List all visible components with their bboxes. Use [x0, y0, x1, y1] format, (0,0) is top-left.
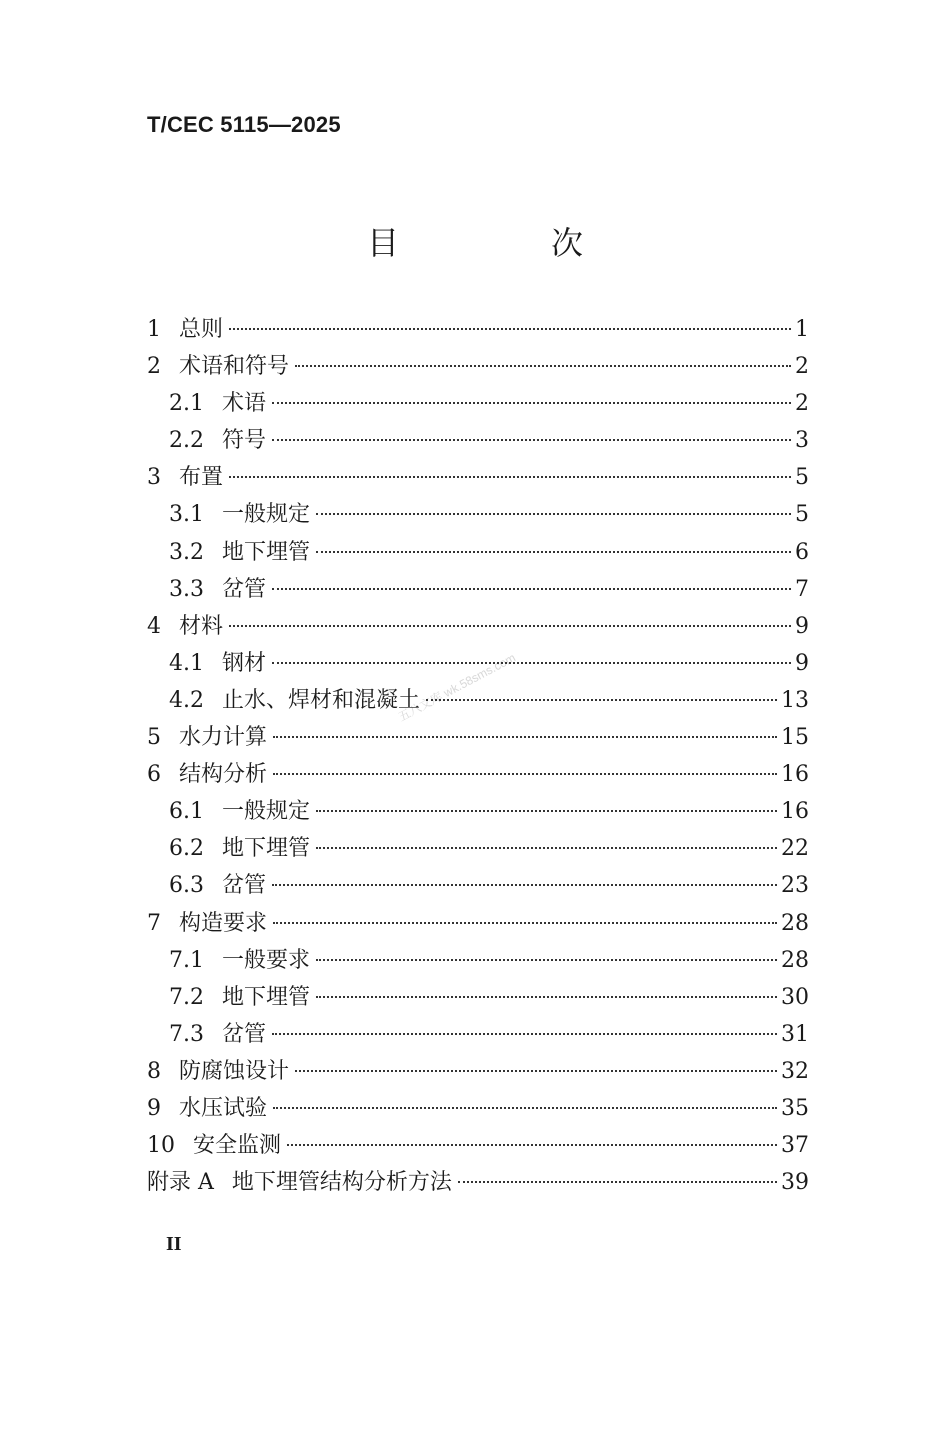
toc-entry[interactable] [147, 496, 809, 533]
toc-entry-title: 布置 [179, 465, 224, 491]
toc-dot-leader [316, 551, 791, 553]
toc-entry-number: 6.3 [169, 873, 204, 899]
toc-entry-page: 2 [795, 354, 809, 380]
toc-entry-page: 7 [795, 576, 809, 602]
toc-entry-page: 3 [795, 428, 809, 454]
toc-dot-leader [273, 736, 777, 738]
toc-entry-number: 1 [147, 317, 161, 342]
toc-entry-page: 37 [781, 1133, 809, 1159]
toc-entry-number: 6.2 [169, 836, 204, 862]
toc-entry-number: 4.1 [169, 650, 204, 676]
toc-dot-leader [272, 1033, 777, 1035]
toc-entry-title: 地下埋管 [222, 836, 311, 862]
toc-entry[interactable] [147, 608, 809, 645]
toc-entry[interactable] [147, 422, 809, 459]
toc-entry-number: 2.1 [169, 391, 204, 417]
toc-entry-title: 符号 [222, 428, 267, 454]
toc-entry[interactable] [147, 645, 809, 682]
table-of-contents [147, 311, 809, 1201]
toc-entry-title: 术语和符号 [179, 354, 290, 380]
toc-dot-leader [316, 959, 777, 961]
toc-dot-leader [273, 1107, 777, 1109]
toc-entry-number: 2 [147, 354, 161, 380]
toc-entry-title: 岔管 [222, 873, 267, 899]
toc-dot-leader [426, 699, 777, 701]
toc-entry-title: 岔管 [222, 1021, 267, 1047]
toc-entry-number: 9 [147, 1095, 161, 1121]
toc-entry[interactable] [147, 1016, 809, 1053]
toc-dot-leader [272, 884, 777, 886]
toc-entry[interactable] [147, 756, 809, 793]
toc-entry-number: 3.1 [169, 502, 204, 528]
toc-entry-number: 2.2 [169, 428, 204, 454]
toc-entry[interactable] [147, 1164, 809, 1201]
toc-entry[interactable] [147, 571, 809, 608]
toc-entry-number: 4.2 [169, 687, 204, 713]
toc-entry-page: 9 [795, 613, 809, 639]
toc-entry[interactable] [147, 1127, 809, 1164]
toc-entry[interactable] [147, 979, 809, 1016]
toc-entry[interactable] [147, 1053, 809, 1090]
toc-dot-leader [272, 662, 791, 664]
toc-entry[interactable] [147, 830, 809, 867]
toc-entry-number: 8 [147, 1058, 161, 1084]
toc-entry-page: 22 [781, 836, 809, 862]
toc-entry[interactable] [147, 867, 809, 904]
toc-entry-number: 3.2 [169, 539, 204, 565]
toc-entry-number: 3.3 [169, 576, 204, 602]
toc-entry-title: 水压试验 [179, 1095, 268, 1121]
toc-entry-number: 5 [147, 725, 161, 751]
toc-entry-page: 5 [795, 502, 809, 528]
toc-entry-number: 7.3 [169, 1021, 204, 1047]
toc-entry-number: 6 [147, 762, 161, 788]
toc-dot-leader [316, 847, 777, 849]
toc-entry-page: 39 [781, 1170, 809, 1196]
toc-entry-title: 地下埋管结构分析方法 [231, 1170, 452, 1196]
toc-dot-leader [316, 513, 791, 515]
toc-entry[interactable] [147, 348, 809, 385]
toc-entry-title: 术语 [222, 391, 267, 417]
toc-entry-number: 3 [147, 465, 161, 491]
page-number: II [166, 1233, 182, 1255]
toc-entry-page: 28 [781, 947, 809, 973]
toc-dot-leader [458, 1181, 777, 1183]
standard-code: T/CEC 5115—2025 [147, 112, 341, 137]
toc-entry-page: 16 [781, 799, 809, 825]
toc-entry-title: 一般规定 [222, 502, 311, 528]
toc-entry-page: 6 [795, 539, 809, 565]
toc-dot-leader [316, 996, 777, 998]
toc-entry-title: 水力计算 [179, 725, 268, 751]
toc-entry-page: 16 [781, 762, 809, 788]
toc-entry-page: 31 [781, 1021, 809, 1047]
toc-entry[interactable] [147, 534, 809, 571]
toc-entry-page: 30 [781, 984, 809, 1010]
toc-entry-title: 构造要求 [179, 910, 268, 936]
toc-dot-leader [272, 402, 791, 404]
toc-entry-page: 15 [781, 725, 809, 751]
toc-dot-leader [295, 365, 791, 367]
toc-dot-leader [273, 773, 777, 775]
toc-entry-title: 一般要求 [222, 947, 311, 973]
toc-entry-title: 岔管 [222, 576, 267, 602]
toc-entry-title: 一般规定 [222, 799, 311, 825]
toc-entry[interactable] [147, 459, 809, 496]
toc-entry[interactable] [147, 793, 809, 830]
toc-entry-page: 5 [795, 465, 809, 491]
toc-entry[interactable] [147, 311, 809, 348]
toc-entry-title: 结构分析 [179, 762, 268, 788]
toc-entry-title: 安全监测 [193, 1133, 282, 1159]
toc-dot-leader [272, 588, 791, 590]
toc-dot-leader [287, 1144, 777, 1146]
toc-dot-leader [229, 625, 791, 627]
watermark: 五八文库 wk.58sms.com [395, 650, 518, 725]
toc-entry-number: 10 [147, 1133, 175, 1159]
toc-entry[interactable] [147, 719, 809, 756]
toc-entry[interactable] [147, 1090, 809, 1127]
toc-dot-leader [229, 328, 791, 330]
toc-dot-leader [272, 439, 791, 441]
toc-entry-title: 材料 [179, 613, 224, 639]
toc-entry-title: 防腐蚀设计 [179, 1058, 290, 1084]
toc-dot-leader [295, 1070, 777, 1072]
toc-entry-page: 2 [795, 391, 809, 417]
toc-entry-number: 6.1 [169, 799, 204, 825]
toc-entry-number: 附录 A [147, 1170, 214, 1196]
page-title: 目 次 [366, 224, 643, 262]
toc-dot-leader [273, 922, 777, 924]
toc-entry-number: 7.2 [169, 984, 204, 1010]
toc-entry-page: 9 [795, 650, 809, 676]
toc-entry-page: 1 [795, 317, 809, 342]
toc-entry-number: 7 [147, 910, 161, 936]
toc-entry-title: 钢材 [222, 650, 267, 676]
toc-entry-title: 地下埋管 [222, 984, 311, 1010]
toc-entry-page: 23 [781, 873, 809, 899]
toc-entry-number: 4 [147, 613, 161, 639]
toc-entry-title: 总则 [179, 317, 224, 342]
toc-dot-leader [316, 810, 777, 812]
toc-entry-title: 止水、焊材和混凝土 [222, 687, 421, 713]
toc-entry[interactable] [147, 682, 809, 719]
toc-dot-leader [229, 476, 791, 478]
toc-entry-number: 7.1 [169, 947, 204, 973]
toc-entry-title: 地下埋管 [222, 539, 311, 565]
toc-entry-page: 28 [781, 910, 809, 936]
toc-entry-page: 32 [781, 1058, 809, 1084]
toc-entry[interactable] [147, 905, 809, 942]
toc-entry-page: 13 [781, 687, 809, 713]
toc-entry[interactable] [147, 385, 809, 422]
toc-entry[interactable] [147, 942, 809, 979]
toc-entry-page: 35 [781, 1095, 809, 1121]
